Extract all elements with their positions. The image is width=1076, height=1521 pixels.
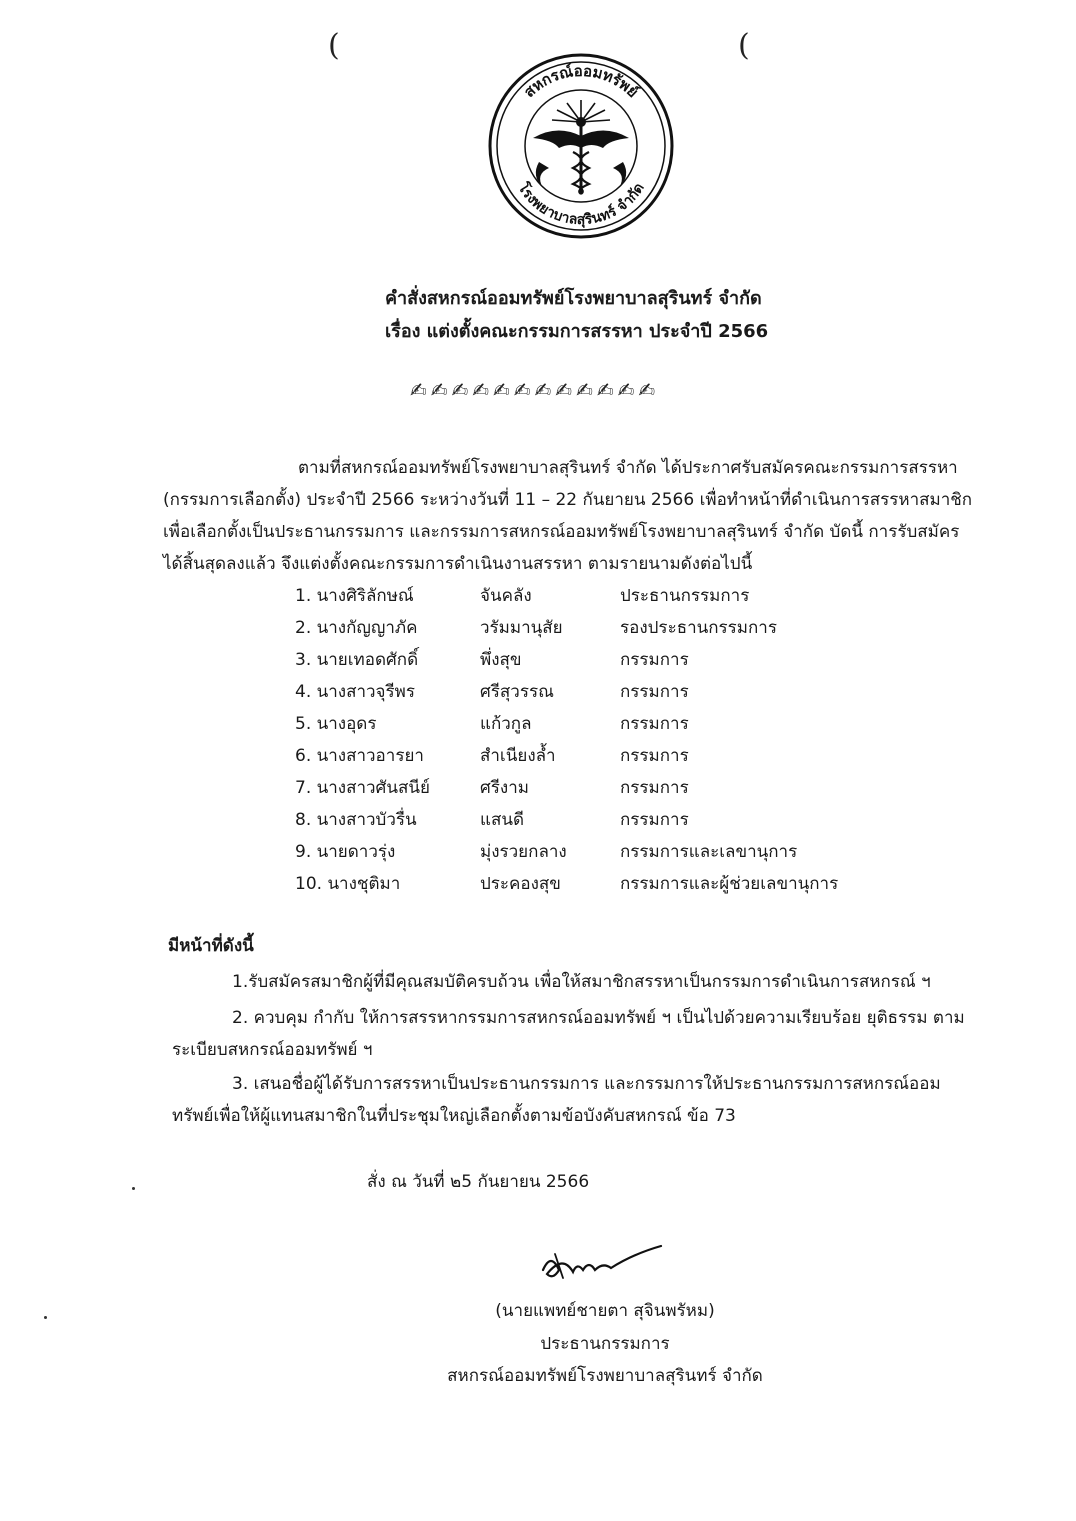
seal-bottom-text: โรงพยาบาลสุรินทร์ จำกัด bbox=[514, 180, 648, 229]
intro-line: ตามที่สหกรณ์ออมทรัพย์โรงพยาบาลสุรินทร์ จำกัด ได้ประกาศรับสมัครคณะกรรมการสรรหา bbox=[298, 458, 958, 478]
duty-item-2: 2. ควบคุม กำกับ ให้การสรรหากรรมการสหกรณ์ออมทรัพย์ ฯ เป็นไปด้วยความเรียบร้อย ยุติธรรม ตาม bbox=[232, 1008, 965, 1028]
member-surname: จันคลัง bbox=[480, 586, 532, 606]
member-role: กรรมการและผู้ช่วยเลขานุการ bbox=[620, 874, 839, 894]
member-surname: แสนดี bbox=[480, 810, 524, 830]
member-surname: ศรีสุวรรณ bbox=[480, 682, 554, 702]
duty-item-3: 3. เสนอชื่อผู้ได้รับการสรรหาเป็นประธานกรรมการ และกรรมการให้ประธานกรรมการสหกรณ์ออม bbox=[232, 1074, 941, 1094]
member-name: 7. นางสาวศันสนีย์ bbox=[295, 778, 430, 798]
member-name: 6. นางสาวอารยา bbox=[295, 746, 424, 766]
signatory-name: (นายแพทย์ชายตา สุจินพรัหม) bbox=[495, 1301, 715, 1321]
member-surname: ศรีงาม bbox=[480, 778, 529, 798]
member-surname: ประคองสุข bbox=[480, 874, 561, 894]
cooperative-seal-icon bbox=[487, 52, 675, 240]
scan-speck bbox=[132, 1187, 135, 1190]
member-role: ประธานกรรมการ bbox=[620, 586, 750, 606]
member-name: 1. นางศิริลักษณ์ bbox=[295, 586, 414, 606]
member-name: 5. นางอุดร bbox=[295, 714, 377, 734]
member-role: กรรมการ bbox=[620, 746, 689, 766]
duties-heading: มีหน้าที่ดังนี้ bbox=[168, 936, 254, 956]
member-name: 9. นายดาวรุ่ง bbox=[295, 842, 396, 862]
member-role: กรรมการ bbox=[620, 714, 689, 734]
member-name: 3. นายเทอดศักดิ์ bbox=[295, 650, 419, 670]
svg-text:สหกรณ์ออมทรัพย์ bbox=[520, 62, 642, 101]
seal-top-text: สหกรณ์ออมทรัพย์ bbox=[520, 61, 642, 102]
decorative-divider: ✍✍✍✍✍✍✍✍✍✍✍✍ bbox=[410, 378, 660, 402]
duty-item-2-continued: ระเบียบสหกรณ์ออมทรัพย์ ฯ bbox=[172, 1040, 373, 1060]
right-hole-mark: ( bbox=[738, 28, 750, 63]
intro-line: เพื่อเลือกตั้งเป็นประธานกรรมการ และกรรมการสหกรณ์ออมทรัพย์โรงพยาบาลสุรินทร์ จำกัด บัดนี้ การรับสมัคร bbox=[163, 522, 960, 542]
order-title: คำสั่งสหกรณ์ออมทรัพย์โรงพยาบาลสุรินทร์ จำกัด bbox=[385, 288, 762, 309]
member-name: 10. นางชุติมา bbox=[295, 874, 401, 894]
member-name: 2. นางกัญญาภัค bbox=[295, 618, 418, 638]
member-surname: วรัมมานุสัย bbox=[480, 618, 563, 638]
member-surname: มุ่งรวยกลาง bbox=[480, 842, 567, 862]
member-surname: พึ่งสุข bbox=[480, 650, 522, 670]
member-surname: สำเนียงล้ำ bbox=[480, 746, 556, 766]
intro-paragraph bbox=[163, 452, 972, 580]
signatory-position: ประธานกรรมการ bbox=[540, 1334, 670, 1354]
signatory-organization: สหกรณ์ออมทรัพย์โรงพยาบาลสุรินทร์ จำกัด bbox=[447, 1366, 763, 1386]
duty-item-3-continued: ทรัพย์เพื่อให้ผู้แทนสมาชิกในที่ประชุมใหญ่เลือกตั้งตามข้อบังคับสหกรณ์ ข้อ 73 bbox=[172, 1106, 736, 1126]
scan-speck bbox=[44, 1316, 47, 1319]
order-date: สั่ง ณ วันที่ ๒5 กันยายน 2566 bbox=[367, 1172, 590, 1192]
member-role: กรรมการและเลขานุการ bbox=[620, 842, 798, 862]
member-role: กรรมการ bbox=[620, 778, 689, 798]
left-hole-mark: ( bbox=[328, 28, 340, 63]
order-subject: เรื่อง แต่งตั้งคณะกรรมการสรรหา ประจำปี 2566 bbox=[385, 321, 769, 342]
duty-item-1: 1.รับสมัครสมาชิกผู้ที่มีคุณสมบัติครบถ้วน เพื่อให้สมาชิกสรรหาเป็นกรรมการดำเนินการสหกรณ์ ฯ bbox=[232, 972, 931, 992]
member-role: กรรมการ bbox=[620, 682, 689, 702]
member-role: กรรมการ bbox=[620, 650, 689, 670]
member-name: 4. นางสาวจุรีพร bbox=[295, 682, 415, 702]
member-name: 8. นางสาวบัวรื่น bbox=[295, 810, 417, 830]
member-surname: แก้วกูล bbox=[480, 714, 532, 734]
handwritten-signature bbox=[533, 1240, 663, 1285]
intro-line: ได้สิ้นสุดลงแล้ว จึงแต่งตั้งคณะกรรมการดำเนินงานสรรหา ตามรายนามดังต่อไปนี้ bbox=[163, 554, 753, 574]
member-role: กรรมการ bbox=[620, 810, 689, 830]
member-role: รองประธานกรรมการ bbox=[620, 618, 777, 638]
intro-line: (กรรมการเลือกตั้ง) ประจำปี 2566 ระหว่างวันที่ 11 – 22 กันยายน 2566 เพื่อทำหน้าที่ดำเนินการสรรหาสมาชิก bbox=[163, 490, 973, 510]
